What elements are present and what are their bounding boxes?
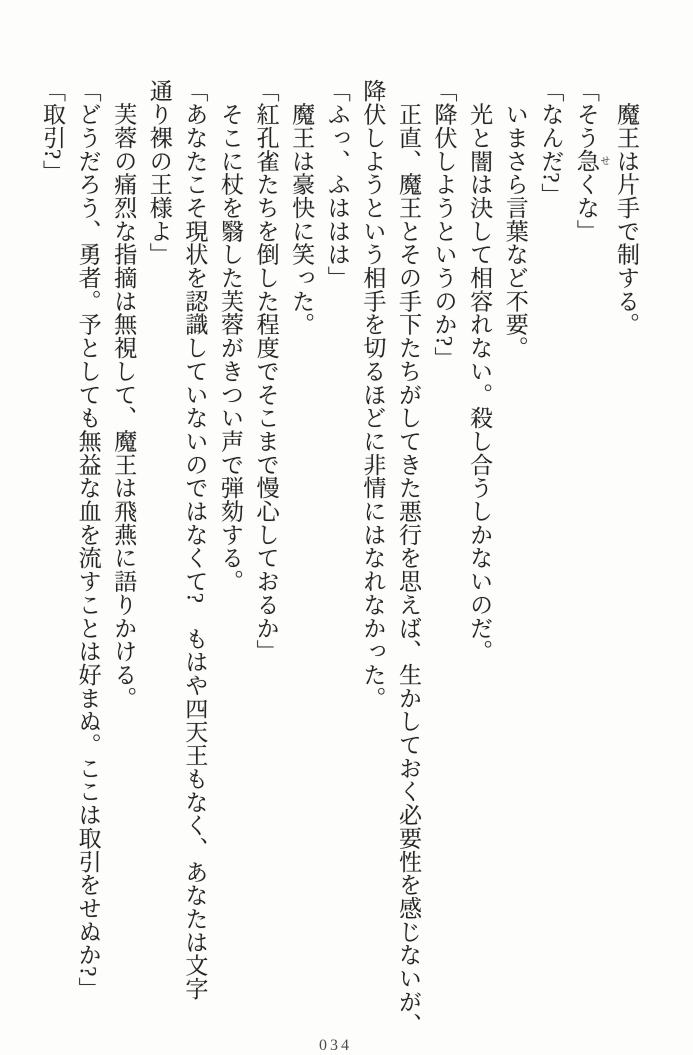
- text-line: 通り裸の王様よ」: [146, 79, 172, 266]
- text-line: 「なんだ?」: [538, 79, 564, 207]
- text-line: 魔王は豪快に笑った。: [289, 79, 315, 336]
- text-line: 「そう急 せくな」: [573, 79, 609, 243]
- furigana-base: 急 せ: [573, 149, 609, 173]
- text-line: 「あなたこそ現状を認識していないのではなくて? もはや四天王もなく、あなたは文字: [182, 79, 208, 1001]
- text-line: 「ふっ、ふははは」: [324, 79, 350, 290]
- page-text: [34, 79, 644, 1037]
- text-line: 「どうだろう、勇者。予としても無益な血を流すことは好まぬ。ここは取引をせぬか?」: [75, 79, 101, 1001]
- text-line: 「紅孔雀たちを倒した程度でそこまで慢心しておるか」: [253, 79, 279, 663]
- text-line: 「降伏しようというのか?」: [431, 79, 457, 370]
- text-line: 光と闇は決して相容れない。殺し合うしかないのだ。: [467, 79, 493, 663]
- text-line: いまさら言葉など不要。: [502, 79, 528, 360]
- text-line: 魔王は片手で制する。: [614, 79, 639, 336]
- text-line: 正直、魔王とその手下たちがしてきた悪行を思えば、生かしておく必要性を感じないが、: [395, 79, 421, 1037]
- text-line: 「取引?」: [40, 79, 65, 183]
- page-number: 034: [319, 1037, 352, 1054]
- text-line: 降伏しようという相手を切るほどに非情にはなれなかった。: [360, 79, 386, 710]
- text-line: そこに杖を翳した芙蓉がきつい声で弾劾する。: [217, 79, 243, 593]
- text-line: 芙蓉の痛烈な指摘は無視して、魔王は飛燕に語りかける。: [111, 79, 137, 710]
- furigana: せ: [597, 149, 609, 173]
